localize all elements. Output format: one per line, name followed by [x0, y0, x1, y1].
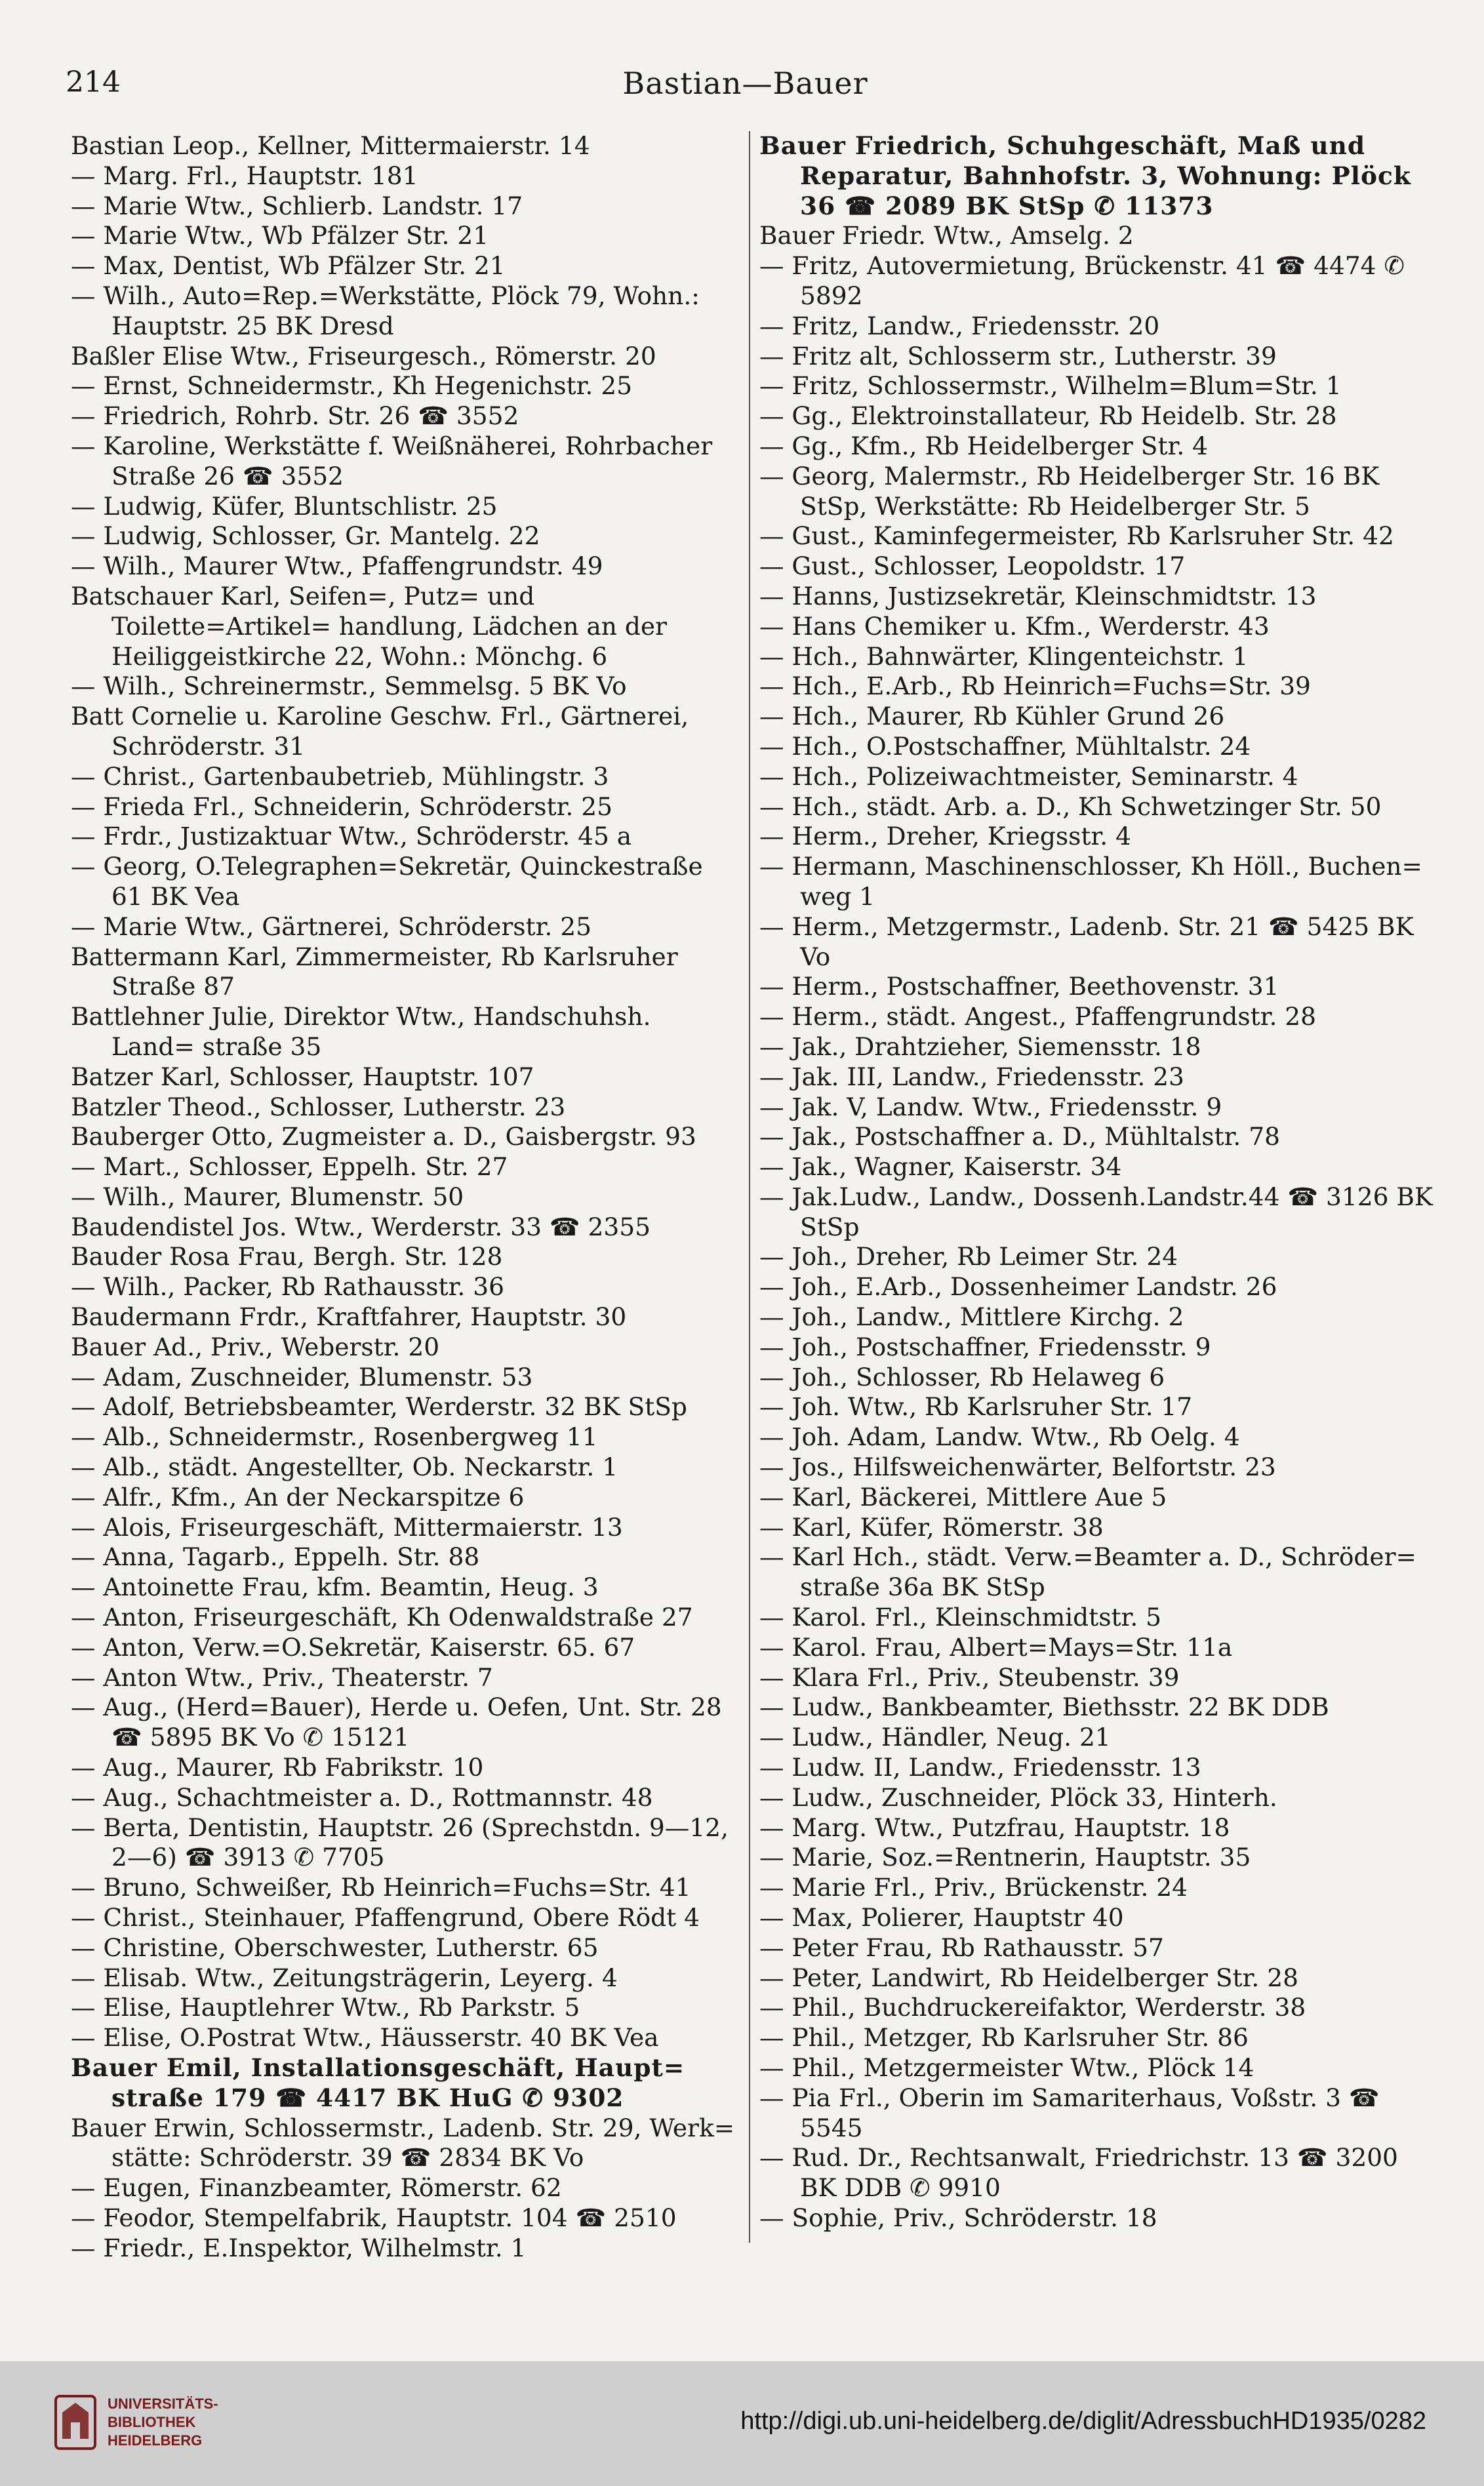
directory-entry: — Georg, Malermstr., Rb Heidelberger Str. 16 BK StSp, Werkstätte: Rb Heidelberger Str. 5: [759, 461, 1380, 521]
directory-entry: — Ludw., Zuschneider, Plöck 33, Hinterh.: [759, 1782, 1277, 1812]
directory-entry: — Elise, O.Postrat Wtw., Häusserstr. 40 BK Vea: [71, 2023, 659, 2053]
directory-entry: — Wilh., Packer, Rb Rathausstr. 36: [71, 1272, 504, 1302]
directory-entry: — Ludwig, Schlosser, Gr. Mantelg. 22: [71, 521, 540, 551]
directory-entry: — Peter, Landwirt, Rb Heidelberger Str. 28: [759, 1963, 1298, 1992]
directory-entry: — Pia Frl., Oberin im Samariterhaus, Voßstr. 3 ☎ 5545: [759, 2083, 1380, 2142]
directory-entry: — Anna, Tagarb., Eppelh. Str. 88: [71, 1542, 480, 1572]
directory-entry: — Hch., O.Postschaffner, Mühltalstr. 24: [759, 731, 1251, 761]
directory-entry: — Aug., Schachtmeister a. D., Rottmannstr. 48: [71, 1782, 653, 1812]
directory-entry: — Adolf, Betriebsbeamter, Werderstr. 32 BK StSp: [71, 1392, 687, 1422]
directory-entry: Bauberger Otto, Zugmeister a. D., Gaisbergstr. 93: [71, 1122, 696, 1152]
directory-entry: — Joh. Wtw., Rb Karlsruher Str. 17: [759, 1392, 1193, 1422]
directory-entry: — Marie Wtw., Wb Pfälzer Str. 21: [71, 221, 489, 251]
directory-entry: — Fritz, Autovermietung, Brückenstr. 41 ☎ 4474 ✆ 5892: [759, 251, 1405, 310]
directory-entry: — Fritz, Schlossermstr., Wilhelm=Blum=Str. 1: [759, 371, 1342, 401]
directory-entry: — Marg. Wtw., Putzfrau, Hauptstr. 18: [759, 1813, 1230, 1842]
directory-entry: — Marg. Frl., Hauptstr. 181: [71, 161, 418, 190]
directory-entry: — Peter Frau, Rb Rathausstr. 57: [759, 1933, 1164, 1962]
directory-entry: — Christ., Gartenbaubetrieb, Mühlingstr. 3: [71, 761, 609, 791]
directory-entry: — Georg, O.Telegraphen=Sekretär, Quinckestraße 61 BK Vea: [71, 852, 703, 911]
directory-entry: — Anton, Friseurgeschäft, Kh Odenwaldstraße 27: [71, 1603, 693, 1632]
directory-entry: — Rud. Dr., Rechtsanwalt, Friedrichstr. 13 ☎ 3200 BK DDB ✆ 9910: [759, 2143, 1398, 2203]
directory-entry: — Joh., Dreher, Rb Leimer Str. 24: [759, 1242, 1178, 1272]
directory-entry: — Joh., Landw., Mittlere Kirchg. 2: [759, 1302, 1184, 1332]
directory-entry: — Alb., städt. Angestellter, Ob. Neckarstr. 1: [71, 1453, 618, 1482]
directory-entry: — Wilh., Maurer Wtw., Pfaffengrundstr. 49: [71, 551, 603, 581]
directory-entry: Batzler Theod., Schlosser, Lutherstr. 23: [71, 1092, 566, 1121]
directory-entry: — Marie Wtw., Gärtnerei, Schröderstr. 25: [71, 912, 592, 941]
directory-entry: Bauer Erwin, Schlossermstr., Ladenb. Str. 29, Werk= stätte: Schröderstr. 39 ☎ 2834 BK Vo: [71, 2113, 735, 2173]
directory-entry: — Herm., Postschaffner, Beethovenstr. 31: [759, 972, 1279, 1001]
directory-entry: — Anton, Verw.=O.Sekretär, Kaiserstr. 65. 67: [71, 1632, 635, 1662]
directory-entry: — Anton Wtw., Priv., Theaterstr. 7: [71, 1662, 493, 1692]
directory-entry: — Aug., Maurer, Rb Fabrikstr. 10: [71, 1753, 484, 1782]
directory-entry: — Wilh., Auto=Rep.=Werkstätte, Plöck 79, Wohn.: Hauptstr. 25 BK Dresd: [71, 281, 700, 340]
directory-entry: — Phil., Metzger, Rb Karlsruher Str. 86: [759, 2023, 1249, 2053]
directory-entry: — Joh., Schlosser, Rb Helaweg 6: [759, 1362, 1165, 1392]
directory-entry: — Ernst, Schneidermstr., Kh Hegenichstr. 25: [71, 371, 632, 401]
directory-entry: — Hch., städt. Arb. a. D., Kh Schwetzinger Str. 50: [759, 792, 1382, 821]
directory-entry: — Karl, Bäckerei, Mittlere Aue 5: [759, 1482, 1167, 1512]
directory-entry: — Fritz alt, Schlosserm str., Lutherstr. 39: [759, 341, 1277, 371]
directory-entry: — Herm., Metzgermstr., Ladenb. Str. 21 ☎ 5425 BK Vo: [759, 912, 1414, 971]
directory-entry: — Wilh., Schreinermstr., Semmelsg. 5 BK Vo: [71, 672, 627, 701]
directory-entry: — Joh., Postschaffner, Friedensstr. 9: [759, 1332, 1211, 1361]
directory-entry: — Gg., Kfm., Rb Heidelberger Str. 4: [759, 431, 1209, 460]
directory-entry: — Max, Dentist, Wb Pfälzer Str. 21: [71, 251, 506, 281]
directory-entry: — Marie Wtw., Schlierb. Landstr. 17: [71, 191, 523, 220]
directory-entry: — Herm., Dreher, Kriegsstr. 4: [759, 822, 1131, 851]
directory-entry: — Elisab. Wtw., Zeitungsträgerin, Leyerg. 4: [71, 1963, 618, 1992]
logo-line: BIBLIOTHEK: [108, 2414, 196, 2430]
right-column: [759, 131, 1435, 2243]
directory-entry: — Hch., Polizeiwachtmeister, Seminarstr. 4: [759, 761, 1298, 791]
directory-entry: Baßler Elise Wtw., Friseurgesch., Römerstr. 20: [71, 341, 656, 371]
directory-entry: Battlehner Julie, Direktor Wtw., Handschuhsh. Land= straße 35: [71, 1002, 651, 1061]
directory-entry: — Frieda Frl., Schneiderin, Schröderstr. 25: [71, 792, 612, 821]
directory-entry: — Jak. V, Landw. Wtw., Friedensstr. 9: [759, 1092, 1222, 1121]
directory-entry: Batt Cornelie u. Karoline Geschw. Frl., Gärtnerei, Schröderstr. 31: [71, 702, 689, 761]
page-number: 214: [66, 66, 121, 99]
library-logo[interactable]: [52, 2393, 218, 2452]
column-divider: [749, 131, 750, 2243]
directory-entry: — Herm., städt. Angest., Pfaffengrundstr. 28: [759, 1002, 1317, 1032]
directory-entry: — Alois, Friseurgeschäft, Mittermaierstr. 13: [71, 1512, 623, 1542]
directory-entry: — Elise, Hauptlehrer Wtw., Rb Parkstr. 5: [71, 1993, 580, 2022]
directory-entry: — Hanns, Justizsekretär, Kleinschmidtstr. 13: [759, 581, 1317, 611]
directory-entry: — Jak., Postschaffner a. D., Mühltalstr. 78: [759, 1122, 1280, 1152]
directory-entry: — Alb., Schneidermstr., Rosenbergweg 11: [71, 1422, 598, 1452]
directory-entry: — Alfr., Kfm., An der Neckarspitze 6: [71, 1482, 525, 1512]
library-logo-text: [108, 2395, 218, 2450]
directory-entry: Bauder Rosa Frau, Bergh. Str. 128: [71, 1242, 503, 1272]
directory-entry: — Karol. Frau, Albert=Mays=Str. 11a: [759, 1632, 1233, 1662]
directory-entry: — Eugen, Finanzbeamter, Römerstr. 62: [71, 2173, 562, 2203]
directory-entry: — Bruno, Schweißer, Rb Heinrich=Fuchs=Str. 41: [71, 1873, 691, 1902]
directory-entry: — Hch., Maurer, Rb Kühler Grund 26: [759, 702, 1225, 731]
directory-entry: — Fritz, Landw., Friedensstr. 20: [759, 311, 1160, 340]
running-head: Bastian—Bauer: [622, 66, 868, 101]
directory-entry: — Jak., Wagner, Kaiserstr. 34: [759, 1152, 1122, 1182]
directory-entry: — Gust., Kaminfegermeister, Rb Karlsruher Str. 42: [759, 521, 1394, 551]
directory-entry: Bastian Leop., Kellner, Mittermaierstr. 14: [71, 131, 590, 160]
directory-entry: — Gust., Schlosser, Leopoldstr. 17: [759, 551, 1186, 581]
directory-entry: — Aug., (Herd=Bauer), Herde u. Oefen, Unt. Str. 28 ☎ 5895 BK Vo ✆ 15121: [71, 1693, 722, 1752]
directory-entry: — Feodor, Stempelfabrik, Hauptstr. 104 ☎ 2510: [71, 2203, 677, 2232]
directory-entry: — Jak. III, Landw., Friedensstr. 23: [759, 1062, 1184, 1091]
directory-entry: — Wilh., Maurer, Blumenstr. 50: [71, 1182, 464, 1211]
directory-entry: Batzer Karl, Schlosser, Hauptstr. 107: [71, 1062, 534, 1091]
directory-entry: Bauer Friedrich, Schuhgeschäft, Maß und Reparatur, Bahnhofstr. 3, Wohnung: Plöck 36 ☎ 2089 BK StSp ✆ 11373: [759, 131, 1411, 220]
directory-entry: Batschauer Karl, Seifen=, Putz= und Toilette=Artikel= handlung, Lädchen an der Heiliggeistkirche 22, Wohn.: Mönchg. 6: [71, 581, 667, 671]
directory-entry: Bauer Emil, Installationsgeschäft, Haupt= straße 179 ☎ 4417 BK HuG ✆ 9302: [71, 2053, 685, 2112]
directory-entry: — Gg., Elektroinstallateur, Rb Heidelb. Str. 28: [759, 401, 1337, 431]
directory-entry: — Ludw. II, Landw., Friedensstr. 13: [759, 1753, 1201, 1782]
directory-entry: — Friedr., E.Inspektor, Wilhelmstr. 1: [71, 2233, 527, 2262]
directory-entry: — Phil., Metzgermeister Wtw., Plöck 14: [759, 2053, 1254, 2082]
directory-entry: — Karoline, Werkstätte f. Weißnäherei, Rohrbacher Straße 26 ☎ 3552: [71, 431, 713, 491]
directory-entry: Battermann Karl, Zimmermeister, Rb Karlsruher Straße 87: [71, 942, 678, 1001]
directory-entry: — Christine, Oberschwester, Lutherstr. 65: [71, 1933, 599, 1962]
directory-entry: — Adam, Zuschneider, Blumenstr. 53: [71, 1362, 533, 1392]
directory-entry: — Karl, Küfer, Römerstr. 38: [759, 1512, 1104, 1542]
directory-entry: — Ludw., Händler, Neug. 21: [759, 1723, 1111, 1752]
directory-entry: — Mart., Schlosser, Eppelh. Str. 27: [71, 1152, 508, 1182]
logo-line: UNIVERSITÄTS-: [108, 2396, 218, 2412]
source-url-link[interactable]: http://digi.ub.uni-heidelberg.de/diglit/AdressbuchHD1935/0282: [740, 2407, 1426, 2435]
directory-entry: — Jos., Hilfsweichenwärter, Belfortstr. 23: [759, 1453, 1276, 1482]
left-column: [71, 131, 736, 2262]
directory-entry: Baudermann Frdr., Kraftfahrer, Hauptstr. 30: [71, 1302, 627, 1332]
directory-entry: — Christ., Steinhauer, Pfaffengrund, Obere Rödt 4: [71, 1903, 700, 1933]
directory-entry: — Marie Frl., Priv., Brückenstr. 24: [759, 1873, 1188, 1902]
directory-entry: Bauer Ad., Priv., Weberstr. 20: [71, 1332, 440, 1361]
directory-entry: — Jak.Ludw., Landw., Dossenh.Landstr.44 ☎ 3126 BK StSp: [759, 1182, 1433, 1241]
directory-entry: — Karl Hch., städt. Verw.=Beamter a. D., Schröder= straße 36a BK StSp: [759, 1542, 1416, 1602]
directory-entry: — Karol. Frl., Kleinschmidtstr. 5: [759, 1603, 1162, 1632]
directory-entry: — Klara Frl., Priv., Steubenstr. 39: [759, 1662, 1180, 1692]
logo-line: HEIDELBERG: [108, 2432, 203, 2449]
directory-entry: — Hch., Bahnwärter, Klingenteichstr. 1: [759, 641, 1249, 671]
directory-entry: — Phil., Buchdruckereifaktor, Werderstr. 38: [759, 1993, 1306, 2022]
page-header: [66, 66, 1425, 111]
directory-entry: — Sophie, Priv., Schröderstr. 18: [759, 2203, 1157, 2232]
directory-entry: Bauer Friedr. Wtw., Amselg. 2: [759, 221, 1134, 251]
directory-entry: — Hch., E.Arb., Rb Heinrich=Fuchs=Str. 39: [759, 672, 1311, 701]
directory-entry: — Joh., E.Arb., Dossenheimer Landstr. 26: [759, 1272, 1277, 1302]
directory-entry: — Antoinette Frau, kfm. Beamtin, Heug. 3: [71, 1573, 599, 1602]
directory-entry: — Hermann, Maschinenschlosser, Kh Höll., Buchen= weg 1: [759, 852, 1422, 911]
directory-entry: — Ludwig, Küfer, Bluntschlistr. 25: [71, 491, 498, 521]
footer-bar: [0, 2361, 1484, 2486]
directory-entry: — Friedrich, Rohrb. Str. 26 ☎ 3552: [71, 401, 519, 431]
directory-entry: — Hans Chemiker u. Kfm., Werderstr. 43: [759, 611, 1270, 641]
directory-entry: — Jak., Drahtzieher, Siemensstr. 18: [759, 1032, 1201, 1061]
directory-entry: — Joh. Adam, Landw. Wtw., Rb Oelg. 4: [759, 1422, 1240, 1452]
directory-entry: — Ludw., Bankbeamter, Biethsstr. 22 BK DDB: [759, 1693, 1329, 1722]
directory-entry: — Frdr., Justizaktuar Wtw., Schröderstr. 45 a: [71, 822, 632, 851]
directory-entry: Baudendistel Jos. Wtw., Werderstr. 33 ☎ 2355: [71, 1212, 651, 1241]
directory-entry: — Max, Polierer, Hauptstr 40: [759, 1903, 1124, 1933]
directory-entry: — Marie, Soz.=Rentnerin, Hauptstr. 35: [759, 1843, 1251, 1872]
directory-entry: — Berta, Dentistin, Hauptstr. 26 (Sprechstdn. 9—12, 2—6) ☎ 3913 ✆ 7705: [71, 1813, 729, 1872]
library-seal-icon: [52, 2393, 98, 2452]
